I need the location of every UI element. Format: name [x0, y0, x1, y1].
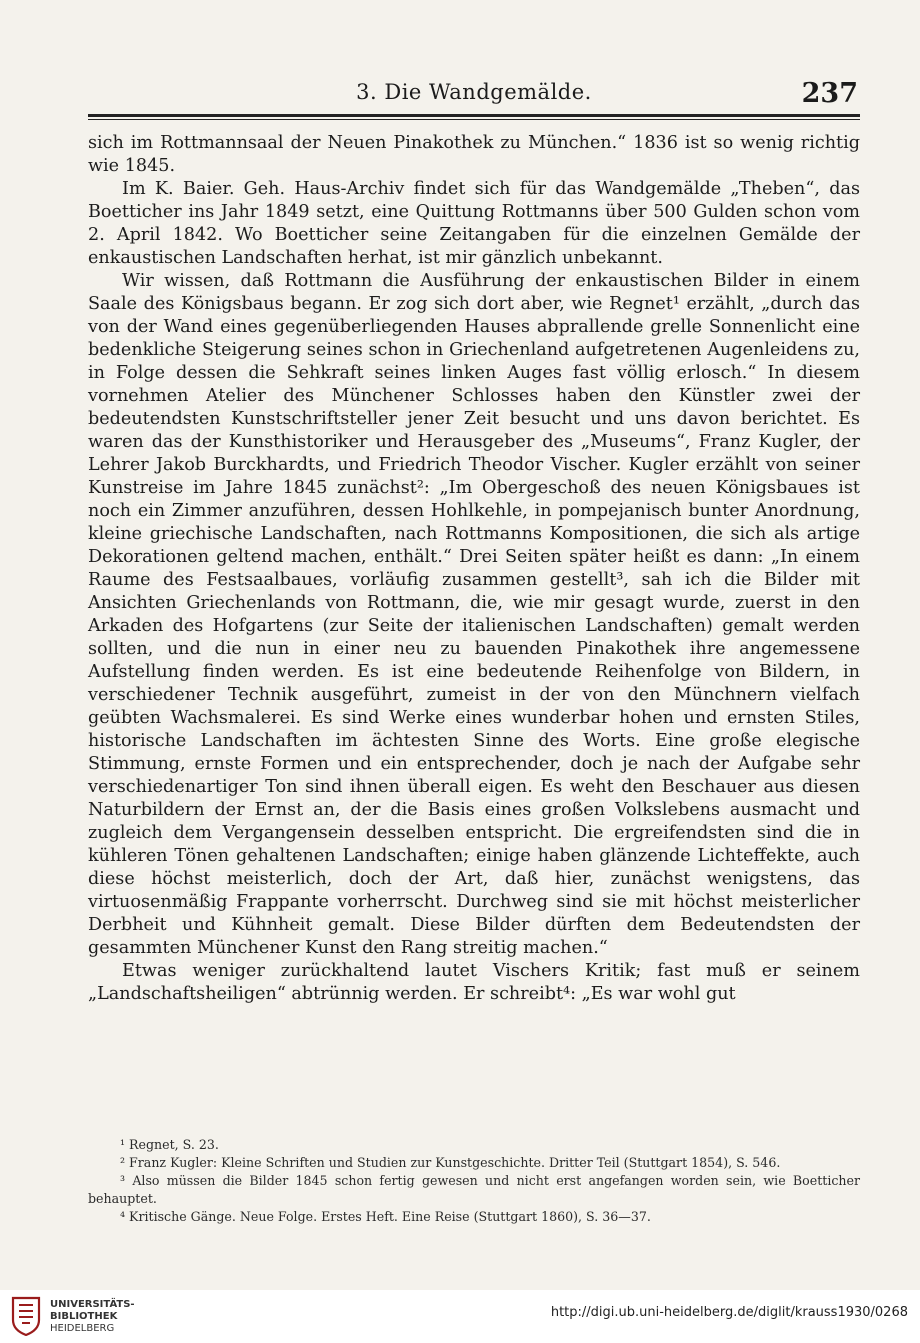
- running-title: 3. Die Wandgemälde.: [356, 80, 592, 104]
- page-header: [88, 72, 860, 112]
- library-seal-icon: [10, 1296, 42, 1336]
- source-url[interactable]: http://digi.ub.uni-heidelberg.de/diglit/krauss1930/0268: [550, 1305, 908, 1320]
- logo-line-1: UNIVERSITÄTS-: [50, 1299, 135, 1310]
- page-number: 237: [801, 78, 858, 109]
- logo-line-2: BIBLIOTHEK: [50, 1311, 118, 1322]
- footnote-3: ³ Also müssen die Bilder 1845 schon fertig gewesen und nicht erst angefangen worden sein, wie Boetticher behauptet.: [88, 1173, 860, 1206]
- footnotes: [88, 1136, 860, 1226]
- body-text: [88, 132, 860, 1006]
- library-logo[interactable]: [10, 1296, 135, 1338]
- paragraph-4: Etwas weniger zurückhaltend lautet Vischers Kritik; fast muß er seinem „Landschaftsheiligen“ abtrünnig werden. Er schreibt⁴: „Es war wohl gut: [88, 961, 860, 1004]
- logo-line-3: HEIDELBERG: [50, 1323, 115, 1334]
- footnote-1: ¹ Regnet, S. 23.: [120, 1137, 219, 1152]
- paragraph-1: sich im Rottmannsaal der Neuen Pinakothek zu München.“ 1836 ist so wenig richtig wie 1845.: [88, 133, 860, 176]
- paragraph-3: Wir wissen, daß Rottmann die Ausführung der enkaustischen Bilder in einem Saale des Königsbaus begann. Er zog sich dort aber, wie Regnet¹ erzählt, „durch das von der Wand eines gegenüberliegenden Hauses abprallende grelle Sonnenlicht eine bedenkliche Steigerung seines schon in Griechenland aufgetretenen Augenleidens zu, in Folge dessen die Sehkraft seines linken Auges fast völlig erlosch.“ In diesem vornehmen Atelier des Münchener Schlosses haben den Künstler zwei der bedeutendsten Kunstschriftsteller jener Zeit besucht und uns davon berichtet. Es waren das der Kunsthistoriker und Herausgeber des „Museums“, Franz Kugler, der Lehrer Jakob Burckhardts, und Friedrich Theodor Vischer. Kugler erzählt von seiner Kunstreise im Jahre 1845 zunächst²: „Im Obergeschoß des neuen Königsbaues ist noch ein Zimmer anzuführen, dessen Hohlkehle, in pompejanisch bunter Anordnung, kleine griechische Landschaften, nach Rottmanns Kompositionen, die sich als artige Dekorationen geltend machen, enthält.“ Drei Seiten später heißt es dann: „In einem Raume des Festsaalbaues, vorläufig zusammen gestellt³, sah ich die Bilder mit Ansichten Griechenlands von Rottmann, die, wie mir gesagt wurde, zuerst in den Arkaden des Hofgartens (zur Seite der italienischen Landschaften) gemalt werden sollten, und die nun in einer neu zu bauenden Pinakothek ihre angemessene Aufstellung finden werden. Es ist eine bedeutende Reihenfolge von Bildern, in verschiedener Technik ausgeführt, zumeist in der von den Münchnern vielfach geübten Wachsmalerei. Es sind Werke eines wunderbar hohen und ernsten Stiles, historische Landschaften im ächtesten Sinne des Worts. Eine große elegische Stimmung, ernste Formen und ein entsprechender, doch je nach der Aufgabe sehr verschiedenartiger Ton sind ihnen überall eigen. Es weht den Beschauer aus diesen Naturbildern der Ernst an, der die Basis eines großen Volkslebens ausmacht und zugleich dem Vergangensein desselben entspricht. Die ergreifendsten sind die in kühleren Tönen gehaltenen Landschaften; einige haben glänzende Lichteffekte, auch diese höchst meisterlich, doch der Art, daß hier, zunächst wenigstens, das virtuosenmäßig Frappante vorherrscht. Durchweg sind sie mit höchst meisterlicher Derbheit und Kühnheit gemalt. Diese Bilder dürften dem Bedeutendsten der gesammten Münchener Kunst den Rang streitig machen.“: [88, 271, 860, 958]
- footnote-4: ⁴ Kritische Gänge. Neue Folge. Erstes Heft. Eine Reise (Stuttgart 1860), S. 36—37.: [120, 1209, 651, 1224]
- header-rule: [88, 114, 860, 120]
- library-name: [50, 1299, 135, 1335]
- footnote-2: ² Franz Kugler: Kleine Schriften und Studien zur Kunstgeschichte. Dritter Teil (Stuttgart 1854), S. 546.: [120, 1155, 781, 1170]
- paragraph-2: Im K. Baier. Geh. Haus-Archiv findet sich für das Wandgemälde „Theben“, das Boetticher ins Jahr 1849 setzt, eine Quittung Rottmanns über 500 Gulden schon vom 2. April 1842. Wo Boetticher seine Zeitangaben für die einzelnen Gemälde der enkaustischen Landschaften herhat, ist mir gänzlich unbekannt.: [88, 179, 860, 268]
